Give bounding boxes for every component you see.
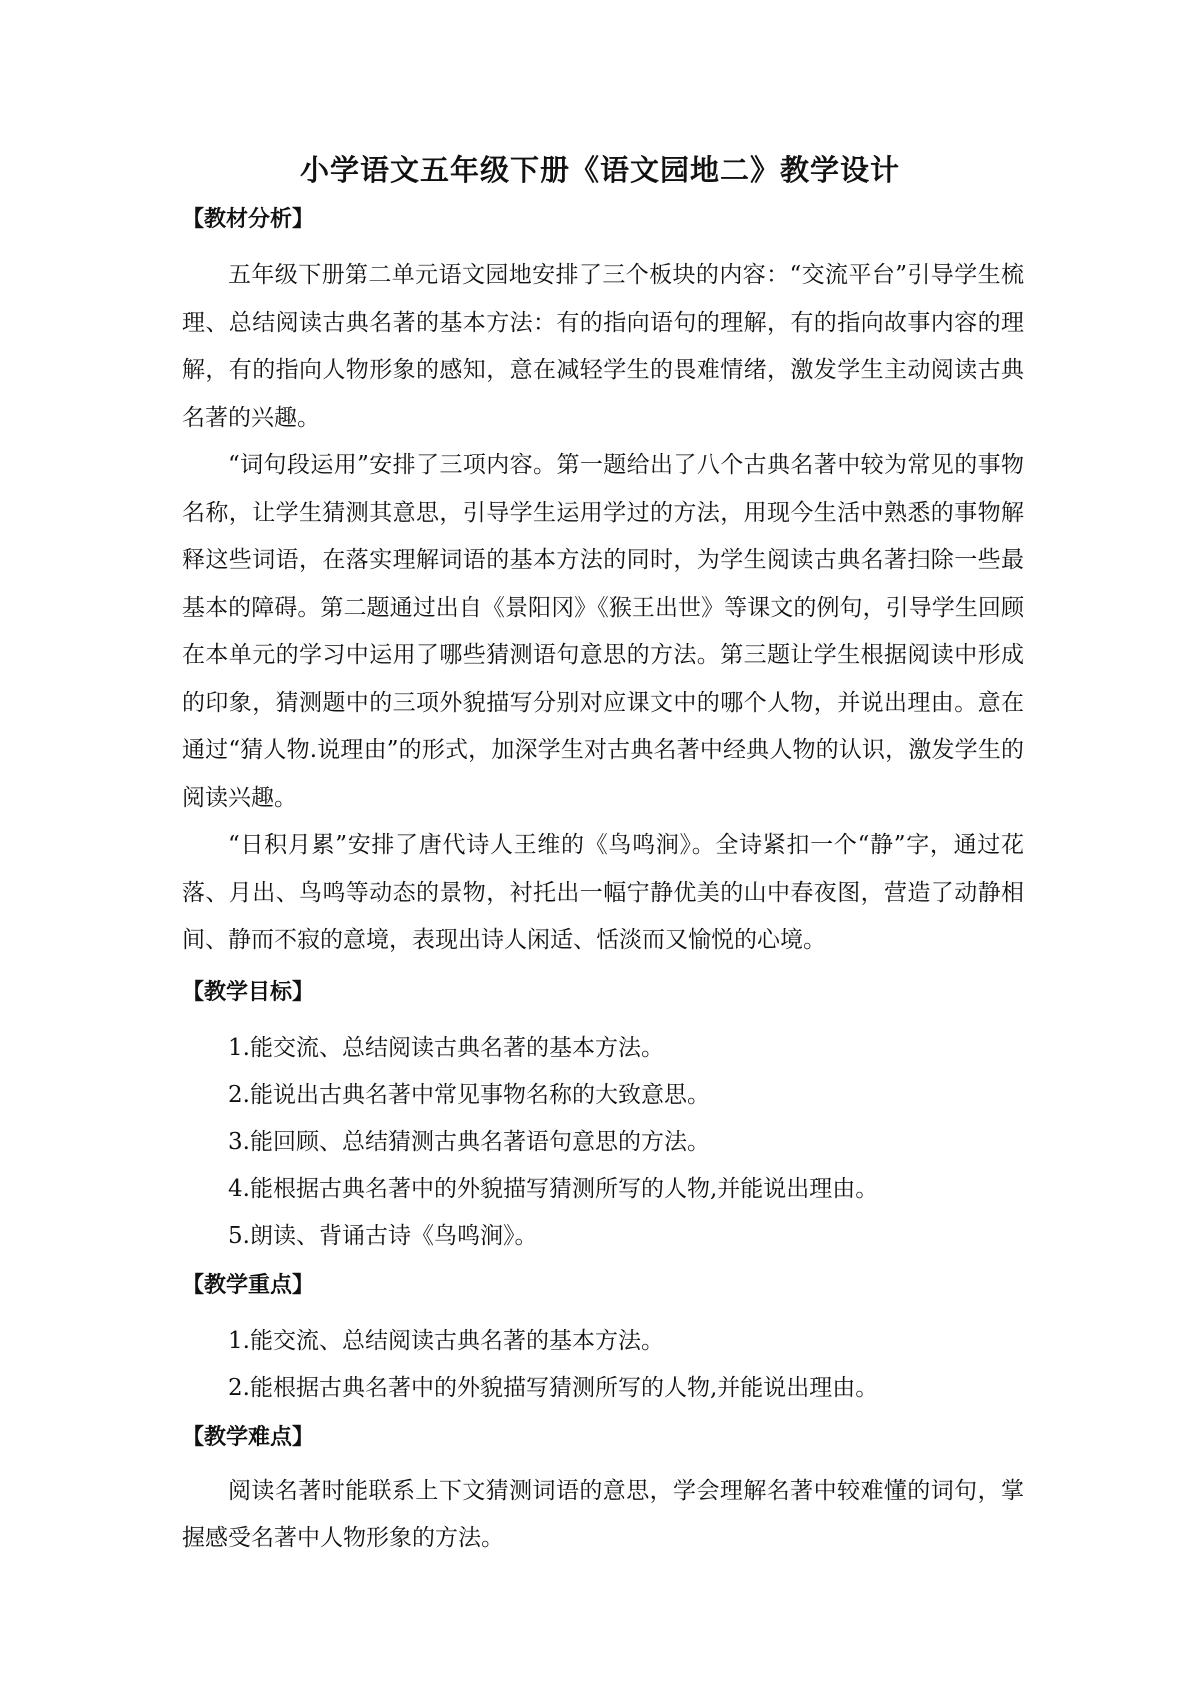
section-heading-teaching-objectives: 【教学目标】 bbox=[182, 979, 315, 1005]
key-point-item: 1.能交流、总结阅读古典名著的基本方法。 bbox=[228, 1327, 664, 1354]
section-teaching-difficulties bbox=[182, 1422, 1024, 1563]
section-heading-teaching-key-points: 【教学重点】 bbox=[182, 1272, 315, 1298]
objective-item: 4.能根据古典名著中的外貌描写猜测所写的人物,并能说出理由。 bbox=[228, 1175, 879, 1202]
section-heading-teaching-difficulties: 【教学难点】 bbox=[182, 1424, 315, 1450]
section-teaching-objectives bbox=[182, 977, 1024, 1260]
analysis-paragraph: “词句段运用”安排了三项内容。第一题给出了八个古典名著中较为常见的事物名称，让学生猜测其意思，引导学生运用学过的方法，用现今生活中熟悉的事物解释这些词语，在落实理解词语的基本方法的同时，为学生阅读古典名著扫除一些最基本的障碍。第二题通过出自《景阳冈》《猴王出世》等课文的例句，引导学生回顾在本单元的学习中运用了哪些猜测语句意思的方法。第三题让学生根据阅读中形成的印象，猜测题中的三项外貌描写分别对应课文中的哪个人物，并说出理由。意在通过“猜人物.说理由”的形式，加深学生对古典名著中经典人物的认识，激发学生的阅读兴趣。 bbox=[182, 452, 1024, 811]
document-body bbox=[182, 204, 1024, 1563]
key-point-item: 2.能根据古典名著中的外貌描写猜测所写的人物,并能说出理由。 bbox=[228, 1374, 879, 1401]
objective-item: 5.朗读、背诵古诗《鸟鸣涧》。 bbox=[228, 1222, 538, 1249]
section-teaching-key-points bbox=[182, 1270, 1024, 1412]
section-heading-textbook-analysis: 【教材分析】 bbox=[182, 207, 315, 232]
objective-item: 3.能回顾、总结猜测古典名著语句意思的方法。 bbox=[228, 1128, 710, 1155]
analysis-paragraph: 五年级下册第二单元语文园地安排了三个板块的内容：“交流平台”引导学生梳理、总结阅读古典名著的基本方法：有的指向语句的理解，有的指向故事内容的理解，有的指向人物形象的感知，意在减轻学生的畏难情绪，激发学生主动阅读古典名著的兴趣。 bbox=[182, 262, 1024, 431]
section-textbook-analysis bbox=[182, 204, 1024, 965]
key-points-list bbox=[182, 1318, 1024, 1412]
objective-item: 1.能交流、总结阅读古典名著的基本方法。 bbox=[228, 1034, 664, 1061]
analysis-paragraph: “日积月累”安排了唐代诗人王维的《鸟鸣涧》。全诗紧扣一个“静”字，通过花落、月出、鸟鸣等动态的景物，衬托出一幅宁静优美的山中春夜图，营造了动静相间、静而不寂的意境，表现出诗人闲适、恬淡而又愉悦的心境。 bbox=[182, 832, 1024, 953]
objectives-list bbox=[182, 1025, 1024, 1260]
difficulty-paragraph: 阅读名著时能联系上下文猜测词语的意思，学会理解名著中较难懂的词句，掌握感受名著中人物形象的方法。 bbox=[182, 1477, 1024, 1551]
document-title: 小学语文五年级下册《语文园地二》教学设计 bbox=[299, 153, 900, 187]
objective-item: 2.能说出古典名著中常见事物名称的大致意思。 bbox=[228, 1081, 710, 1108]
